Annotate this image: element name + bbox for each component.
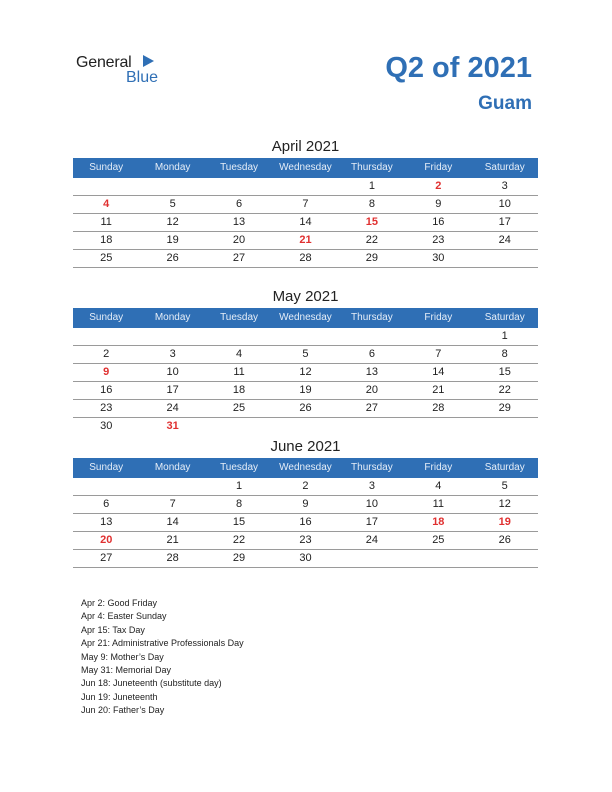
day-cell: 19 [498, 516, 511, 528]
day-cell: 9 [302, 498, 309, 510]
empty-day-cell [206, 328, 272, 345]
day-cell: 8 [235, 498, 243, 510]
day-cell: 14 [432, 366, 445, 378]
day-cell: 6 [368, 348, 375, 360]
day-cell: 12 [498, 498, 511, 510]
day-cell: 3 [169, 348, 176, 360]
day-cell: 7 [302, 198, 309, 210]
calendar-april [73, 136, 538, 268]
day-cell: 18 [232, 384, 246, 396]
day-cell: 5 [501, 480, 508, 492]
weekday-label: Saturday [484, 162, 525, 173]
weekday-label: Wednesday [279, 312, 332, 323]
day-cell: 20 [232, 234, 246, 246]
week-row [73, 328, 538, 346]
day-cell: 28 [299, 252, 312, 264]
week-row [73, 418, 538, 435]
day-cell: 27 [100, 552, 113, 564]
day-cell: 18 [432, 516, 445, 528]
empty-day-cell [206, 178, 272, 195]
day-cell: 17 [365, 516, 379, 528]
month-title: June 2021 [270, 438, 341, 455]
day-cell: 3 [368, 480, 375, 492]
calendar-june [73, 436, 538, 568]
holiday-item: Jun 18: Juneteenth (substitute day) [81, 678, 222, 689]
holiday-item: Apr 21: Administrative Professionals Day [81, 638, 244, 649]
empty-day-cell [405, 418, 471, 435]
weekday-label: Sunday [89, 462, 124, 473]
empty-day-cell [339, 418, 405, 435]
weekday-header [73, 458, 538, 478]
logo-text-general: General [76, 54, 132, 71]
region-subtitle: Guam [478, 93, 532, 114]
day-cell: 13 [232, 216, 246, 228]
day-cell: 26 [498, 534, 511, 546]
day-cell: 6 [103, 498, 110, 510]
weekday-label: Monday [154, 462, 191, 473]
day-cell: 28 [166, 552, 179, 564]
day-cell: 17 [498, 216, 511, 228]
day-cell: 22 [498, 384, 511, 396]
day-cell: 30 [299, 552, 312, 564]
day-cell: 30 [432, 252, 445, 264]
weekday-label: Thursday [351, 462, 393, 473]
day-cell: 1 [368, 180, 375, 192]
day-cell: 21 [299, 234, 312, 246]
day-cell: 8 [501, 348, 508, 360]
logo-text-blue: Blue [126, 69, 159, 86]
day-cell: 26 [299, 402, 312, 414]
weekday-label: Thursday [351, 312, 393, 323]
weekday-header [73, 158, 538, 178]
empty-day-cell [405, 550, 471, 567]
weekday-label: Wednesday [279, 162, 332, 173]
empty-day-cell [472, 418, 538, 435]
day-cell: 18 [100, 234, 113, 246]
day-cell: 10 [365, 498, 379, 510]
day-cell: 15 [365, 216, 379, 228]
empty-day-cell [73, 178, 139, 195]
weekday-label: Friday [424, 312, 453, 323]
week-row [73, 382, 538, 400]
day-cell: 12 [166, 216, 179, 228]
weekday-label: Saturday [484, 312, 525, 323]
holiday-list [81, 597, 244, 718]
holiday-item: Apr 2: Good Friday [81, 598, 158, 608]
month-title: May 2021 [272, 288, 339, 305]
day-cell: 30 [100, 420, 113, 432]
day-cell: 1 [501, 330, 508, 342]
day-cell: 3 [501, 180, 508, 192]
generalblue-logo [76, 54, 186, 88]
empty-day-cell [339, 550, 405, 567]
day-cell: 24 [498, 234, 511, 246]
empty-day-cell [73, 478, 139, 495]
week-row [73, 346, 538, 364]
day-cell: 19 [166, 234, 179, 246]
day-cell: 9 [103, 366, 110, 378]
day-cell: 13 [365, 366, 379, 378]
day-cell: 16 [432, 216, 445, 228]
weekday-label: Friday [424, 462, 453, 473]
empty-day-cell [405, 328, 471, 345]
day-cell: 11 [233, 366, 245, 378]
weekday-label: Tuesday [220, 162, 259, 173]
day-cell: 7 [435, 348, 442, 360]
day-cell: 2 [302, 480, 309, 492]
page-title: Q2 of 2021 [385, 52, 532, 84]
week-row [73, 250, 538, 268]
day-cell: 27 [365, 402, 379, 414]
day-cell: 11 [432, 498, 445, 510]
day-cell: 10 [498, 198, 511, 210]
empty-day-cell [139, 178, 205, 195]
empty-day-cell [139, 328, 205, 345]
weekday-label: Monday [154, 312, 191, 323]
weekday-header [73, 308, 538, 328]
day-cell: 19 [299, 384, 312, 396]
day-cell: 24 [166, 402, 179, 414]
holiday-item: Apr 4: Easter Sunday [81, 611, 167, 622]
week-row [73, 214, 538, 232]
weekday-label: Monday [154, 162, 191, 173]
week-row [73, 364, 538, 382]
day-cell: 4 [103, 198, 110, 210]
day-cell: 27 [232, 252, 246, 264]
day-cell: 23 [432, 234, 445, 246]
day-cell: 14 [299, 216, 312, 228]
day-cell: 4 [435, 480, 442, 492]
holiday-item: Jun 20: Father’s Day [81, 705, 165, 716]
day-cell: 21 [166, 534, 179, 546]
day-cell: 6 [235, 198, 243, 210]
day-cell: 23 [100, 402, 113, 414]
empty-day-cell [272, 328, 338, 345]
holiday-item: Apr 15: Tax Day [81, 624, 145, 635]
day-cell: 21 [432, 384, 445, 396]
day-cell: 25 [100, 252, 113, 264]
weekday-label: Sunday [89, 312, 124, 323]
week-row [73, 178, 538, 196]
day-cell: 10 [166, 366, 179, 378]
week-row [73, 478, 538, 496]
weekday-label: Sunday [89, 162, 124, 173]
day-cell: 5 [302, 348, 309, 360]
day-cell: 15 [498, 366, 511, 378]
week-row [73, 514, 538, 532]
day-cell: 29 [365, 252, 379, 264]
weekday-label: Tuesday [220, 462, 259, 473]
day-cell: 22 [232, 534, 246, 546]
weekday-label: Friday [424, 162, 453, 173]
day-cell: 9 [435, 198, 442, 210]
day-cell: 25 [232, 402, 246, 414]
week-row [73, 232, 538, 250]
week-row [73, 400, 538, 418]
day-cell: 7 [169, 498, 176, 510]
weekday-label: Tuesday [220, 312, 259, 323]
day-cell: 1 [235, 480, 243, 492]
day-cell: 28 [432, 402, 445, 414]
day-cell: 2 [435, 180, 442, 192]
day-cell: 12 [299, 366, 312, 378]
empty-day-cell [472, 250, 538, 267]
empty-day-cell [272, 418, 338, 435]
empty-day-cell [272, 178, 338, 195]
day-cell: 13 [100, 516, 113, 528]
empty-day-cell [73, 328, 139, 345]
holiday-item: May 9: Mother’s Day [81, 651, 164, 662]
day-cell: 14 [166, 516, 179, 528]
day-cell: 4 [235, 348, 243, 360]
day-cell: 11 [100, 216, 112, 228]
holiday-item: May 31: Memorial Day [81, 664, 172, 675]
day-cell: 8 [368, 198, 375, 210]
day-cell: 20 [100, 534, 113, 546]
month-title: April 2021 [271, 138, 340, 155]
day-cell: 15 [232, 516, 246, 528]
holiday-item: Jun 19: Juneteenth [81, 691, 158, 702]
day-cell: 16 [100, 384, 113, 396]
day-cell: 17 [166, 384, 179, 396]
day-cell: 20 [365, 384, 379, 396]
day-cell: 26 [166, 252, 179, 264]
week-row [73, 196, 538, 214]
calendar-may [73, 286, 538, 435]
day-cell: 2 [103, 348, 110, 360]
empty-day-cell [206, 418, 272, 435]
weekday-label: Wednesday [279, 462, 332, 473]
week-row [73, 496, 538, 514]
day-cell: 29 [498, 402, 511, 414]
empty-day-cell [472, 550, 538, 567]
weekday-label: Saturday [484, 462, 525, 473]
empty-day-cell [139, 478, 205, 495]
week-row [73, 532, 538, 550]
day-cell: 5 [169, 198, 176, 210]
week-row [73, 550, 538, 568]
day-cell: 22 [365, 234, 379, 246]
day-cell: 31 [166, 420, 179, 432]
day-cell: 23 [299, 534, 312, 546]
empty-day-cell [339, 328, 405, 345]
day-cell: 24 [365, 534, 379, 546]
day-cell: 16 [299, 516, 312, 528]
weekday-label: Thursday [351, 162, 393, 173]
day-cell: 25 [432, 534, 445, 546]
logo-flag-icon [143, 55, 154, 67]
day-cell: 29 [232, 552, 246, 564]
